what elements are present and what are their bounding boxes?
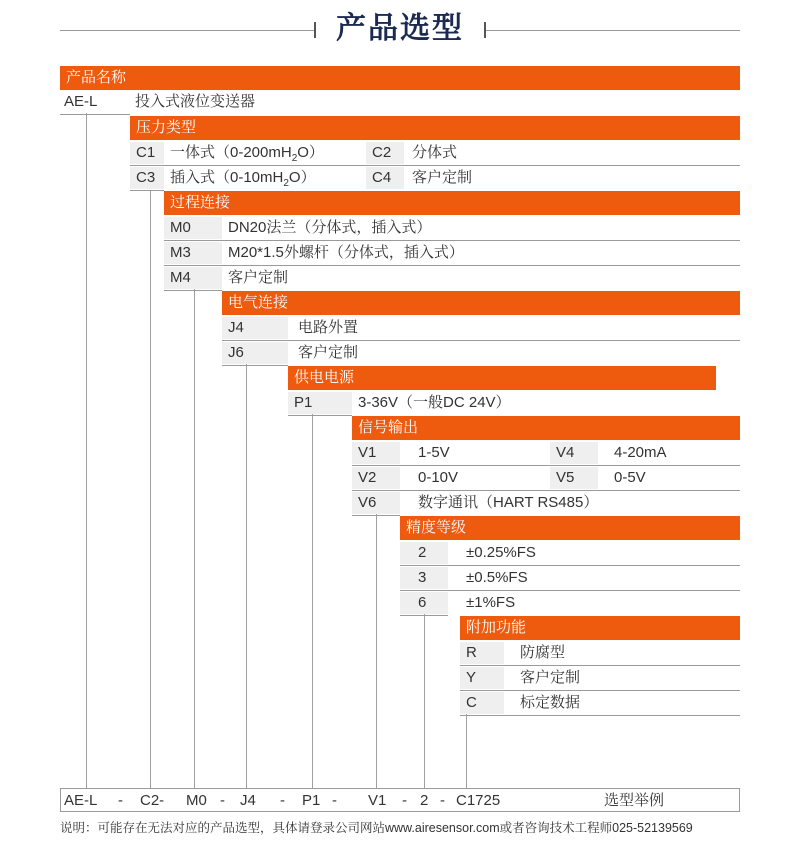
option-code: J4 [222, 317, 288, 339]
option-code: V4 [550, 442, 598, 464]
option-code: M3 [164, 242, 222, 264]
connector-line-additional [466, 714, 467, 789]
option-code: C4 [366, 167, 404, 189]
option-desc: 0-5V [614, 469, 646, 486]
row-separator [222, 340, 740, 341]
row-separator [60, 114, 130, 115]
option-desc: 客户定制 [412, 169, 473, 186]
example-part: V1 [368, 792, 387, 809]
section-header-power-supply: 供电电源 [288, 366, 716, 390]
example-part: M0 [186, 792, 207, 809]
example-part: C2- [140, 792, 165, 809]
section-header-process-connection: 过程连接 [164, 191, 740, 215]
option-code: M4 [164, 267, 222, 289]
option-code: Y [460, 667, 504, 689]
row-separator [352, 465, 740, 466]
row-separator [130, 165, 740, 166]
option-desc: 客户定制 [520, 669, 581, 686]
connector-line-product [86, 113, 87, 789]
product-code: AE-L [64, 93, 98, 110]
option-desc: 1-5V [418, 444, 450, 461]
option-desc: 插入式$(0-10mH_2O)$ [170, 169, 316, 189]
row-separator [352, 515, 400, 516]
section-header-additional: 附加功能 [460, 616, 740, 640]
option-code: M0 [164, 217, 222, 239]
row-separator [130, 190, 164, 191]
option-code: V6 [352, 492, 400, 514]
example-part: P1 [302, 792, 321, 809]
example-part: - [440, 792, 445, 809]
footer-note: 说明：可能存在无法对应的产品选型，具体请登录公司网站www.airesensor.com或者咨询技术工程师025-52139569 [60, 821, 693, 835]
title-line-left [60, 30, 314, 31]
option-desc: 防腐型 [520, 644, 566, 661]
row-separator [222, 365, 288, 366]
connector-line-pressure [150, 190, 151, 789]
title-tick-left [314, 22, 316, 38]
row-separator [164, 240, 740, 241]
row-separator [460, 715, 740, 716]
option-code: C1 [130, 142, 164, 164]
option-desc: DN20法兰（分体式，插入式） [228, 219, 432, 236]
row-separator [400, 590, 740, 591]
example-part: - [332, 792, 337, 809]
connector-line-accuracy [424, 614, 425, 789]
option-desc: 3-36V（一般DC 24V） [358, 394, 511, 411]
option-code: V1 [352, 442, 400, 464]
example-part: - [118, 792, 123, 809]
row-separator [352, 490, 740, 491]
option-code: V5 [550, 467, 598, 489]
row-separator [164, 290, 222, 291]
row-separator [400, 565, 740, 566]
example-part: J4 [240, 792, 256, 809]
option-desc: ±0.25%FS [466, 544, 536, 561]
section-header-accuracy: 精度等级 [400, 516, 740, 540]
row-separator [460, 690, 740, 691]
connector-line-process [194, 289, 195, 789]
section-header-signal-output: 信号输出 [352, 416, 740, 440]
option-desc: 客户定制 [228, 269, 289, 286]
row-separator [288, 415, 352, 416]
option-desc: 标定数据 [520, 694, 581, 711]
option-desc: 电路外置 [298, 319, 359, 336]
section-header-pressure-type: 压力类型 [130, 116, 740, 140]
option-code: C [460, 692, 504, 714]
connector-line-power [312, 414, 313, 789]
example-label: 选型举例 [604, 792, 665, 809]
option-code: 2 [400, 542, 448, 564]
connector-line-electrical [246, 364, 247, 789]
product-desc: 投入式液位变送器 [135, 93, 256, 110]
option-desc: 分体式 [412, 144, 458, 161]
page-title: 产品选型 [336, 12, 464, 45]
option-desc: 一体式$(0-200mH_2O)$ [170, 144, 324, 164]
option-code: C2 [366, 142, 404, 164]
row-separator [460, 665, 740, 666]
section-header-electrical-connection: 电气连接 [222, 291, 740, 315]
option-desc: ±1%FS [466, 594, 516, 611]
option-desc: ±0.5%FS [466, 569, 528, 586]
option-code: 6 [400, 592, 448, 614]
title-line-right [486, 30, 740, 31]
example-part: 2 [420, 792, 429, 809]
section-header-product-name: 产品名称 [60, 66, 740, 90]
example-part: AE-L [64, 792, 98, 809]
option-desc: 数字通讯（HART RS485） [418, 494, 599, 511]
row-separator [164, 265, 740, 266]
example-part: - [280, 792, 285, 809]
example-part: - [402, 792, 407, 809]
option-code: 3 [400, 567, 448, 589]
option-desc: 4-20mA [614, 444, 667, 461]
option-code: V2 [352, 467, 400, 489]
option-code: R [460, 642, 504, 664]
option-desc: 客户定制 [298, 344, 359, 361]
option-code: J6 [222, 342, 288, 364]
option-code: C3 [130, 167, 164, 189]
example-part: C1725 [456, 792, 501, 809]
option-desc: M20*1.5外螺杆（分体式，插入式） [228, 244, 464, 261]
option-code: P1 [288, 392, 352, 414]
connector-line-signal [376, 514, 377, 789]
row-separator [400, 615, 448, 616]
option-desc: 0-10V [418, 469, 459, 486]
example-part: - [220, 792, 225, 809]
